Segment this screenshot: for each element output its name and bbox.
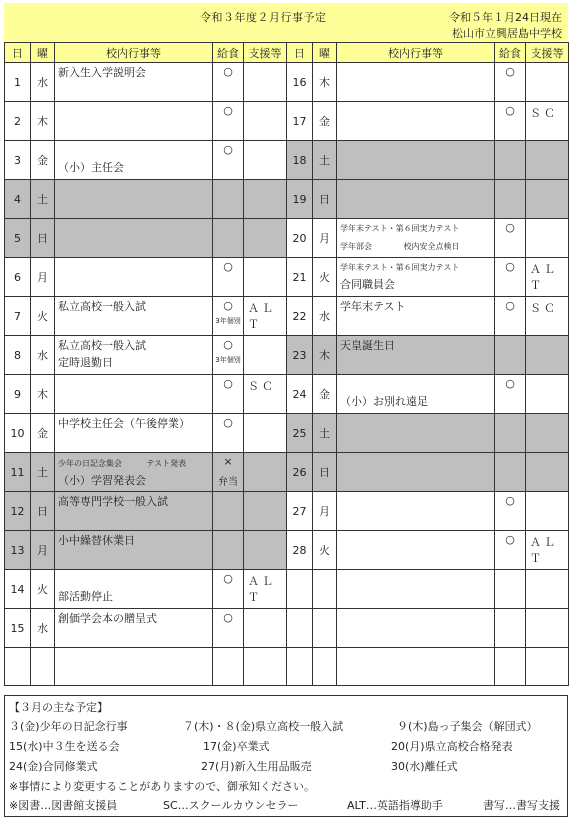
day-number: 15 — [5, 609, 31, 648]
day-number: 23 — [287, 336, 313, 375]
weekday: 土 — [31, 180, 55, 219]
day-number: 22 — [287, 297, 313, 336]
event-line: 私立高校一般入試 — [58, 339, 146, 352]
support-cell — [526, 453, 569, 492]
lunch-mark: ○ — [223, 104, 233, 117]
weekday: 火 — [313, 258, 337, 297]
table-row — [5, 531, 569, 570]
event-cell — [337, 414, 495, 453]
event-line: 高等専門学校一般入試 — [58, 495, 168, 508]
support-cell — [244, 63, 287, 102]
table-header-row — [5, 43, 569, 63]
col-weekday: 曜 — [313, 43, 337, 63]
lunch-cell — [213, 141, 244, 180]
support-cell — [244, 258, 287, 297]
empty-cell — [213, 648, 244, 686]
event-cell — [55, 492, 213, 531]
day-number: 8 — [5, 336, 31, 375]
empty-cell — [337, 609, 495, 648]
weekday: 月 — [313, 219, 337, 258]
weekday: 火 — [31, 570, 55, 609]
support-cell — [244, 453, 287, 492]
support-text: ＡＬＴ — [248, 302, 276, 331]
support-cell — [244, 336, 287, 375]
lunch-mark: ○ — [505, 260, 515, 273]
note-item: 20(月)県立高校合格発表 — [391, 740, 513, 753]
support-cell — [244, 609, 287, 648]
weekday: 土 — [313, 414, 337, 453]
day-number: 26 — [287, 453, 313, 492]
empty-cell — [244, 648, 287, 686]
event-cell — [337, 141, 495, 180]
lunch-note: 弁当 — [218, 477, 238, 488]
support-cell — [244, 102, 287, 141]
table-row — [5, 219, 569, 258]
weekday: 月 — [31, 531, 55, 570]
empty-cell — [526, 609, 569, 648]
support-cell — [526, 258, 569, 297]
weekday: 火 — [313, 531, 337, 570]
support-cell — [244, 375, 287, 414]
event-cell — [55, 453, 213, 492]
support-cell — [526, 375, 569, 414]
day-number: 16 — [287, 63, 313, 102]
table-row — [5, 297, 569, 336]
table-row — [5, 180, 569, 219]
lunch-cell — [213, 63, 244, 102]
legend-item: 書写…書写支援 — [483, 799, 560, 812]
spacer — [122, 456, 146, 469]
support-text: ＳＣ — [248, 380, 276, 393]
support-cell — [526, 492, 569, 531]
day-number: 11 — [5, 453, 31, 492]
weekday: 日 — [31, 492, 55, 531]
day-number: 9 — [5, 375, 31, 414]
lunch-note: 3年個別 — [215, 356, 241, 364]
day-number: 2 — [5, 102, 31, 141]
event-cell — [337, 453, 495, 492]
event-cell — [337, 63, 495, 102]
weekday: 木 — [313, 336, 337, 375]
event-cell — [55, 531, 213, 570]
table-row — [5, 102, 569, 141]
day-number: 17 — [287, 102, 313, 141]
weekday: 日 — [31, 219, 55, 258]
empty-cell — [287, 609, 313, 648]
event-text: テスト発表 — [146, 459, 187, 468]
col-weekday: 曜 — [31, 43, 55, 63]
lunch-cell — [495, 258, 526, 297]
weekday: 水 — [31, 63, 55, 102]
support-text: ＳＣ — [530, 302, 558, 315]
lunch-cell — [495, 453, 526, 492]
table-row — [5, 63, 569, 102]
lunch-cell — [495, 102, 526, 141]
lunch-cell — [213, 375, 244, 414]
weekday: 水 — [31, 609, 55, 648]
lunch-mark: ○ — [505, 494, 515, 507]
day-number: 25 — [287, 414, 313, 453]
lunch-mark: ○ — [505, 533, 515, 546]
event-text: 少年の日記念集会 — [58, 459, 122, 468]
caution-text: ※事情により変更することがありますので、御承知ください。 — [9, 780, 315, 793]
event-cell — [337, 258, 495, 297]
event-cell — [55, 297, 213, 336]
event-line: 新入生入学説明会 — [58, 66, 146, 79]
table-row — [5, 141, 569, 180]
lunch-cell — [495, 297, 526, 336]
lunch-mark: ○ — [505, 65, 515, 78]
support-cell — [526, 180, 569, 219]
empty-cell — [5, 648, 31, 686]
day-number: 7 — [5, 297, 31, 336]
col-lunch: 給食 — [213, 43, 244, 63]
weekday: 火 — [31, 297, 55, 336]
lunch-cell — [213, 453, 244, 492]
support-text: ＡＬＴ — [248, 575, 276, 604]
lunch-cell — [495, 141, 526, 180]
lunch-mark: ○ — [505, 299, 515, 312]
day-number: 10 — [5, 414, 31, 453]
day-number: 3 — [5, 141, 31, 180]
event-cell — [337, 492, 495, 531]
lunch-cell — [495, 375, 526, 414]
lunch-mark: ○ — [223, 572, 233, 585]
event-cell — [337, 102, 495, 141]
support-cell — [244, 492, 287, 531]
event-line: 天皇誕生日 — [340, 339, 395, 352]
support-cell — [244, 180, 287, 219]
support-text: ＡＬＴ — [530, 263, 558, 292]
empty-cell — [495, 570, 526, 609]
lunch-cell — [213, 297, 244, 336]
support-cell — [526, 336, 569, 375]
col-support: 支援等 — [526, 43, 569, 63]
lunch-cell — [213, 219, 244, 258]
weekday: 月 — [31, 258, 55, 297]
lunch-cell — [213, 570, 244, 609]
support-cell — [526, 414, 569, 453]
schedule-title: 令和３年度２月行事予定 — [200, 11, 327, 24]
event-line: 創価学会本の贈呈式 — [58, 612, 157, 625]
weekday: 金 — [31, 414, 55, 453]
march-notes — [4, 695, 568, 817]
day-number: 1 — [5, 63, 31, 102]
event-line: 学年末テスト・第６回実力テスト — [340, 224, 460, 233]
lunch-note: 3年個別 — [215, 317, 241, 325]
note-item: ７(木)・８(金)県立高校一般入試 — [183, 720, 344, 733]
empty-cell — [495, 609, 526, 648]
lunch-mark: ○ — [223, 377, 233, 390]
empty-cell — [337, 570, 495, 609]
day-number: 14 — [5, 570, 31, 609]
lunch-mark: ○ — [223, 338, 233, 351]
day-number: 4 — [5, 180, 31, 219]
header-band — [4, 3, 568, 41]
lunch-cell — [495, 414, 526, 453]
day-number: 5 — [5, 219, 31, 258]
support-cell — [244, 141, 287, 180]
support-text: ＡＬＴ — [530, 536, 558, 565]
weekday: 水 — [31, 336, 55, 375]
event-cell — [55, 180, 213, 219]
as-of-date: 令和５年１月24日現在 — [449, 11, 562, 24]
empty-cell — [313, 648, 337, 686]
col-lunch: 給食 — [495, 43, 526, 63]
col-events: 校内行事等 — [55, 43, 213, 63]
table-row — [5, 414, 569, 453]
weekday: 月 — [313, 492, 337, 531]
empty-cell — [287, 570, 313, 609]
weekday: 日 — [313, 180, 337, 219]
event-cell — [55, 63, 213, 102]
event-text: 校内安全点検日 — [403, 242, 460, 251]
support-cell — [526, 141, 569, 180]
lunch-cell — [213, 609, 244, 648]
lunch-cell — [213, 102, 244, 141]
day-number: 28 — [287, 531, 313, 570]
event-line: 学年末テスト・第６回実力テスト — [340, 263, 460, 272]
lunch-mark: ○ — [223, 299, 233, 312]
empty-cell — [31, 648, 55, 686]
day-number: 19 — [287, 180, 313, 219]
note-item: ３(金)少年の日記念行事 — [9, 720, 128, 733]
lunch-cell — [495, 336, 526, 375]
note-item: 24(金)合同修業式 — [9, 760, 98, 773]
col-day: 日 — [287, 43, 313, 63]
weekday: 水 — [313, 297, 337, 336]
event-line: 小中繰替休業日 — [58, 534, 135, 547]
event-cell — [55, 219, 213, 258]
support-cell — [244, 219, 287, 258]
event-line: 部活動停止 — [58, 590, 113, 603]
lunch-mark: ○ — [223, 260, 233, 273]
table-row — [5, 609, 569, 648]
day-number: 6 — [5, 258, 31, 297]
table-row — [5, 570, 569, 609]
event-line: 中学校主任会（午後停業） — [58, 417, 190, 430]
empty-cell — [526, 648, 569, 686]
support-cell — [244, 414, 287, 453]
event-line — [340, 239, 491, 253]
day-number: 27 — [287, 492, 313, 531]
event-line — [58, 456, 209, 470]
weekday: 土 — [31, 453, 55, 492]
event-cell — [337, 375, 495, 414]
col-day: 日 — [5, 43, 31, 63]
support-cell — [526, 531, 569, 570]
lunch-cell — [213, 414, 244, 453]
note-item: ９(木)島っ子集会（解団式） — [397, 720, 538, 733]
support-cell — [526, 63, 569, 102]
weekday: 日 — [313, 453, 337, 492]
event-cell — [337, 180, 495, 219]
legend-item: SC…スクールカウンセラー — [163, 799, 299, 812]
lunch-mark: ○ — [505, 221, 515, 234]
empty-cell — [495, 648, 526, 686]
event-line: （小）学習発表会 — [58, 474, 146, 487]
weekday: 金 — [31, 141, 55, 180]
col-support: 支援等 — [244, 43, 287, 63]
event-line: 私立高校一般入試 — [58, 300, 146, 313]
event-cell — [55, 609, 213, 648]
lunch-cell — [213, 531, 244, 570]
empty-cell — [313, 609, 337, 648]
note-item: 27(月)新入生用品販売 — [201, 760, 312, 773]
note-item: 15(水)中３生を送る会 — [9, 740, 120, 753]
support-cell — [526, 219, 569, 258]
event-cell — [55, 141, 213, 180]
table-row — [5, 336, 569, 375]
table-row — [5, 453, 569, 492]
lunch-mark: ○ — [505, 377, 515, 390]
table-row — [5, 375, 569, 414]
table-row — [5, 258, 569, 297]
event-cell — [55, 258, 213, 297]
event-cell — [55, 336, 213, 375]
lunch-cell — [495, 492, 526, 531]
event-cell — [55, 102, 213, 141]
event-cell — [337, 336, 495, 375]
legend-item: ALT…英語指導助手 — [347, 799, 443, 812]
weekday: 木 — [31, 375, 55, 414]
table-row — [5, 648, 569, 686]
event-text: 学年部会 — [340, 242, 372, 251]
event-cell — [55, 570, 213, 609]
note-item: 17(金)卒業式 — [203, 740, 270, 753]
lunch-cell — [495, 180, 526, 219]
event-cell — [337, 531, 495, 570]
day-number: 21 — [287, 258, 313, 297]
empty-cell — [526, 570, 569, 609]
lunch-mark: ○ — [223, 611, 233, 624]
empty-cell — [287, 648, 313, 686]
lunch-cell — [213, 492, 244, 531]
schedule-table — [4, 42, 569, 686]
day-number: 18 — [287, 141, 313, 180]
empty-cell — [313, 570, 337, 609]
event-line: （小）主任会 — [58, 161, 124, 174]
lunch-cell — [495, 219, 526, 258]
event-cell — [55, 414, 213, 453]
support-cell — [526, 102, 569, 141]
day-number: 24 — [287, 375, 313, 414]
weekday: 土 — [313, 141, 337, 180]
legend-item: ※図書…図書館支援員 — [9, 799, 118, 812]
lunch-mark: ○ — [223, 65, 233, 78]
lunch-mark: ○ — [223, 416, 233, 429]
lunch-cell — [495, 531, 526, 570]
lunch-mark: × — [223, 455, 233, 468]
event-cell — [337, 297, 495, 336]
support-cell — [244, 570, 287, 609]
event-line: 学年末テスト — [340, 300, 406, 313]
weekday: 木 — [313, 63, 337, 102]
lunch-cell — [213, 336, 244, 375]
lunch-mark: ○ — [505, 104, 515, 117]
notes-heading: 【３月の主な予定】 — [9, 701, 108, 714]
day-number: 12 — [5, 492, 31, 531]
weekday: 木 — [31, 102, 55, 141]
event-cell — [55, 375, 213, 414]
support-cell — [526, 297, 569, 336]
lunch-cell — [495, 63, 526, 102]
day-number: 13 — [5, 531, 31, 570]
weekday: 金 — [313, 375, 337, 414]
event-line: 定時退勤日 — [58, 356, 113, 369]
support-text: ＳＣ — [530, 107, 558, 120]
support-cell — [244, 297, 287, 336]
weekday: 金 — [313, 102, 337, 141]
support-cell — [244, 531, 287, 570]
spacer — [372, 239, 403, 252]
table-row — [5, 492, 569, 531]
col-events: 校内行事等 — [337, 43, 495, 63]
event-line: （小）お別れ遠足 — [340, 395, 428, 408]
lunch-mark: ○ — [223, 143, 233, 156]
note-item: 30(水)離任式 — [391, 760, 458, 773]
lunch-cell — [213, 258, 244, 297]
empty-cell — [337, 648, 495, 686]
empty-cell — [55, 648, 213, 686]
event-cell — [337, 219, 495, 258]
day-number: 20 — [287, 219, 313, 258]
lunch-cell — [213, 180, 244, 219]
school-name: 松山市立興居島中学校 — [452, 27, 562, 40]
event-line: 合同職員会 — [340, 278, 395, 291]
